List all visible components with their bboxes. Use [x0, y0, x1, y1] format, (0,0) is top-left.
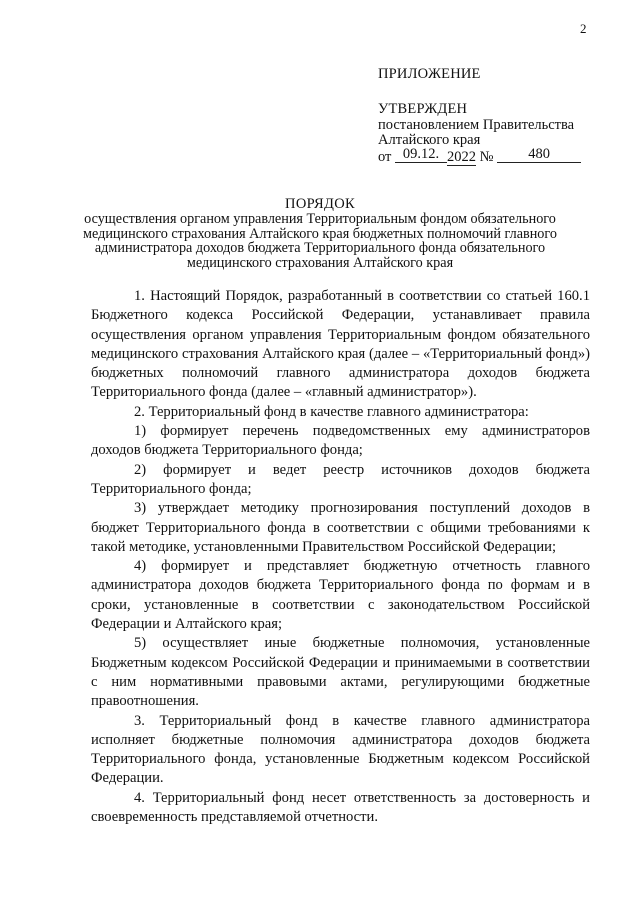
paragraph: 3. Территориальный фонд в качестве главного администратора исполняет бюджетные полномочия администратора доходов бюджета Территориального фонда, установленные Бюджетным кодексом Российской Федерации. — [91, 712, 590, 787]
page-number: 2 — [580, 21, 587, 36]
paragraph: 2) формирует и ведет реестр источников доходов бюджета Территориального фонда; — [91, 461, 590, 497]
number-sign: № — [479, 149, 494, 165]
paragraph: 5) осуществляет иные бюджетные полномочия, установленные Бюджетным кодексом Российской Федерации и принимаемыми в соответствии с ним нормативными правовыми актами, регулирующими бюджетные правоотношения. — [91, 635, 590, 710]
approval-line-2: Алтайского края — [378, 132, 481, 148]
document-body — [91, 287, 590, 827]
paragraph: 1. Настоящий Порядок, разработанный в соответствии со статьей 160.1 Бюджетного кодекса Российской Федерации, устанавливает правила осуществления органом управления Территориальным фондом обязательного медицинского страхования Алтайского края (далее – «Территориальный фонд») бюджетных полномочий главного администратора доходов бюджета Территориального фонда (далее – «главный администратор»). — [91, 288, 590, 401]
document-title — [80, 196, 560, 270]
approval-date-line — [378, 148, 608, 166]
date-prefix: от — [378, 149, 392, 165]
paragraph: 4. Территориальный фонд несет ответственность за достоверность и своевременность представляемой отчетности. — [91, 789, 590, 826]
approval-date-year: 2022 — [447, 149, 477, 165]
paragraph: 2. Территориальный фонд в качестве главного администратора: — [134, 403, 529, 420]
paragraph: 3) утверждает методику прогнозирования поступлений доходов в бюджет Территориального фонда в соответствии с общими требованиями к такой методике, установленными Правительством Российской Федерации; — [91, 500, 590, 555]
title-main: ПОРЯДОК — [285, 196, 355, 212]
title-subtitle: осуществления органом управления Территориальным фондом обязательного медицинского страхования Алтайского края бюджетных полномочий главного администратора доходов бюджета Территориального фонда обязательного медицинского страхования Алтайского края — [83, 211, 557, 271]
paragraph: 1) формирует перечень подведомственных ему администраторов доходов бюджета Территориального фонда; — [91, 423, 590, 459]
approval-date-day: 09.12. — [395, 147, 447, 163]
approved-label: УТВЕРЖДЕН — [378, 101, 468, 117]
appendix-label: ПРИЛОЖЕНИЕ — [378, 66, 481, 82]
paragraph: 4) формирует и представляет бюджетную отчетность главного администратора доходов бюджета Территориального фонда по формам и в сроки, установленные в соответствии с законодательством Российской Федерации и Алтайского края; — [91, 558, 590, 633]
approval-block — [378, 66, 608, 166]
approval-line-1: постановлением Правительства — [378, 117, 575, 133]
approval-number: 480 — [497, 147, 581, 163]
